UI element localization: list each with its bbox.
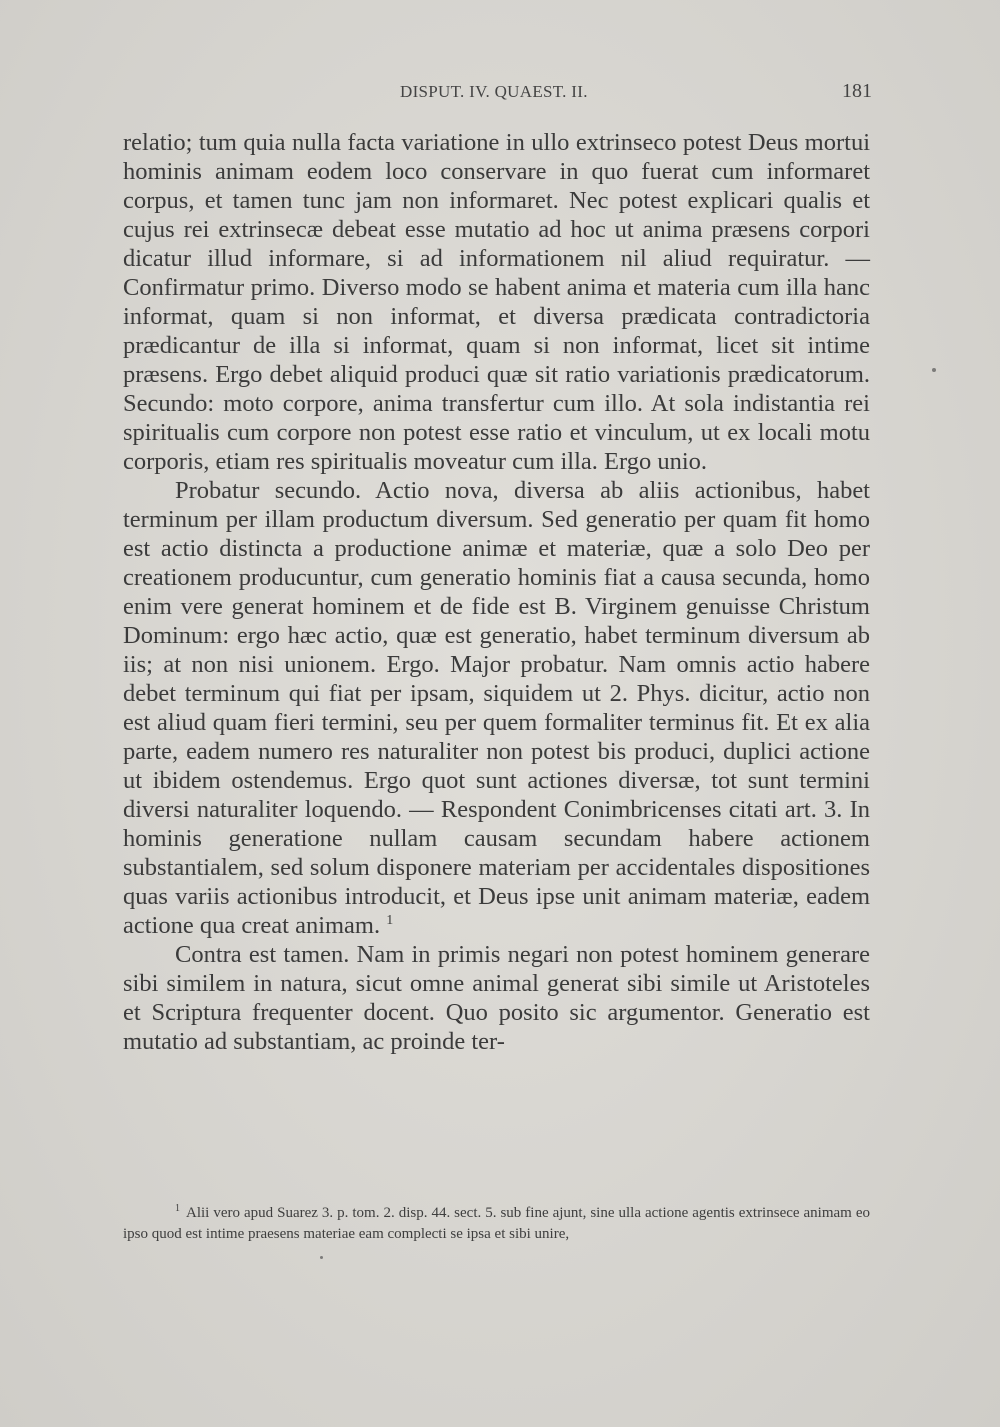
body-text: [123, 128, 870, 1056]
footnote: [123, 1203, 870, 1245]
paragraph-2-text: Probatur secundo. Actio nova, diversa ab aliis actionibus, habet terminum per illam productum diversum. Sed generatio per quam fit homo est actio distincta a productione animæ et materiæ, quæ a solo Deo per creationem producuntur, cum generatio hominis fiat a causa secunda, homo enim vere generat hominem et de fide est B. Virginem genuisse Christum Dominum: ergo hæc actio, quæ est generatio, habet terminum diversum ab iis; at non nisi unionem. Ergo. Major probatur. Nam omnis actio habere debet terminum qui fiat per ipsam, siquidem ut 2. Phys. dicitur, actio non est aliud quam fieri termini, seu per quem formaliter terminus fit. Et ex alia parte, eadem numero res naturaliter non potest bis produci, duplici actione ut ibidem ostendemus. Ergo quot sunt actiones diversæ, tot sunt termini diversi naturaliter loquendo. — Respondent Conimbricenses citati art. 3. In hominis generatione nullam causam secundam habere actionem substantialem, sed solum disponere materiam per accidentales dispositiones quas variis actionibus introducit, et Deus ipse unit animam materiæ, eadem actione qua creat animam.: [123, 477, 870, 939]
page-number: 181: [842, 80, 872, 102]
paragraph-2: [123, 476, 870, 940]
paper-speck: [320, 1256, 323, 1259]
footnote-number: 1: [175, 1203, 180, 1214]
footnote-text: Alii vero apud Suarez 3. p. tom. 2. disp. 44. sect. 5. sub fine ajunt, sine ulla actione agentis extrinsece animam eo ipso quod est intime praesens materiae eam complecti se ipsa et sibi unire,: [123, 1205, 870, 1242]
paragraph-1: relatio; tum quia nulla facta variatione in ullo extrinseco potest Deus mortui hominis animam eodem loco conservare in quo fuerat cum informaret corpus, et tamen tunc jam non informaret. Nec potest explicari qualis et cujus rei extrinsecæ debeat esse mutatio ad hoc ut anima præsens corpori dicatur illud informare, si ad informationem nil aliud requiratur. — Confirmatur primo. Diverso modo se habent anima et materia cum illa hanc informat, quam si non informat, et diversa prædicata contradictoria prædicantur de illa si informat, quam si non informat, licet sit intime præsens. Ergo debet aliquid produci quæ sit ratio variationis prædicatorum. Secundo: moto corpore, anima transfertur cum illo. At sola indistantia rei spiritualis cum corpore non potest esse ratio et vinculum, ut ex locali motu corporis, etiam res spiritualis moveatur cum illa. Ergo unio.: [123, 129, 870, 475]
paper-speck: [932, 368, 936, 372]
paragraph-3: Contra est tamen. Nam in primis negari non potest hominem generare sibi similem in natura, sicut omne animal generat sibi simile ut Aristoteles et Scriptura frequenter docent. Quo posito sic argumentor. Generatio est mutatio ad substantiam, ac proinde ter-: [123, 941, 870, 1055]
running-head: DISPUT. IV. QUAEST. II.: [400, 82, 588, 101]
footnote-reference: 1: [386, 912, 394, 928]
